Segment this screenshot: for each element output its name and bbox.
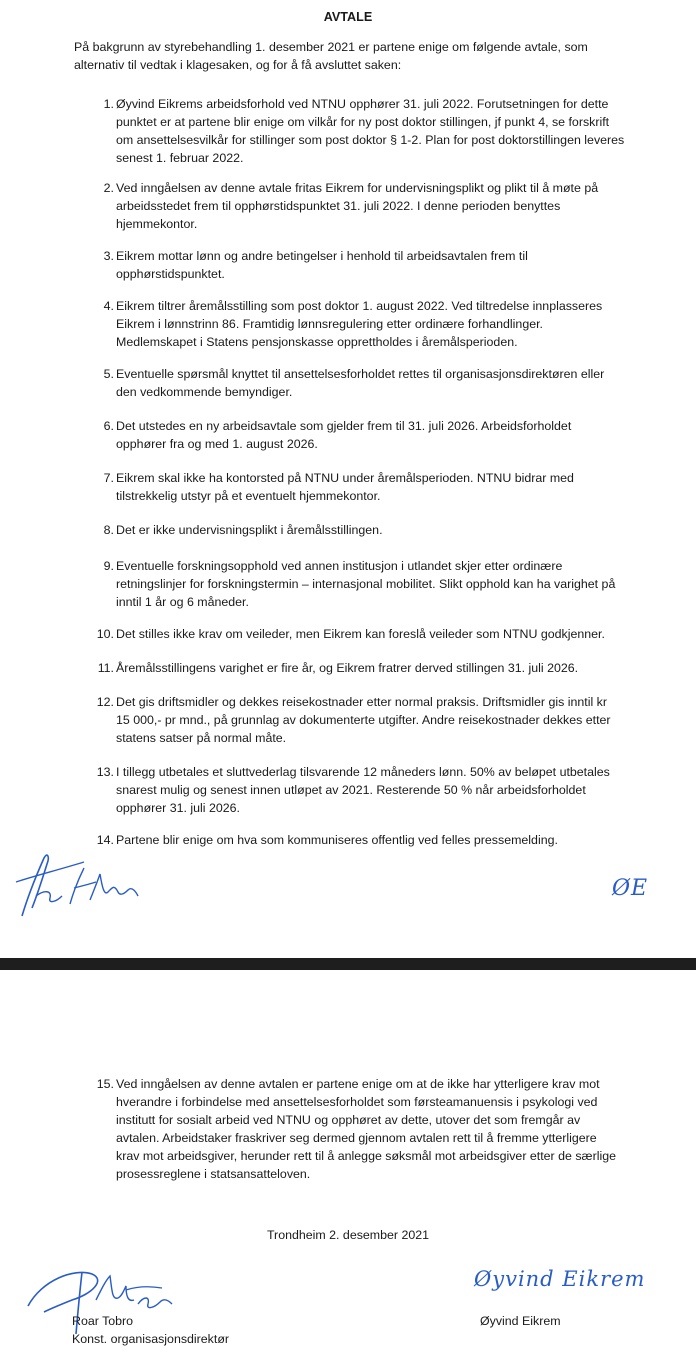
item-text: [116, 693, 656, 747]
item-text: [116, 521, 656, 539]
item-text-line: Ved inngåelsen av denne avtale fritas Eikrem for undervisningsplikt og plikt til å møte på: [116, 181, 599, 195]
item-text: [116, 179, 656, 233]
item-text-line: Det gis driftsmidler og dekkes reisekostnader etter normal praksis. Driftsmidler gis inntil kr: [116, 695, 607, 709]
item-text-line: hjemmekontor.: [116, 217, 198, 231]
item-text-line: hverandre i forbindelse med ansettelsesforholdet som førsteamanuensis i psykologi ved: [116, 1095, 598, 1109]
item-text-line: om ansettelsesvilkår for stillinger som post doktor § 1-2. Plan for post doktorstillingen leveres: [116, 133, 625, 147]
item-text-line: institutt for sosialt arbeid ved NTNU og opphøret av dette, utover det som fremgår av: [116, 1113, 581, 1127]
item-text-line: Øyvind Eikrems arbeidsforhold ved NTNU opphører 31. juli 2022. Forutsetningen for dette: [116, 97, 609, 111]
item-text-line: I tillegg utbetales et sluttvederlag tilsvarende 12 måneders lønn. 50% av beløpet utbetales: [116, 765, 610, 779]
item-number: 2.: [103, 181, 114, 195]
item-text-line: Det er ikke undervisningsplikt i åremålsstillingen.: [116, 523, 383, 537]
document-title: AVTALE: [323, 10, 373, 24]
item-text-line: Eikrem i lønnstrinn 86. Framtidig lønnsregulering etter ordinære forhandlinger.: [116, 317, 543, 331]
item-text-line: prosessreglene i statsansatteloven.: [116, 1167, 311, 1181]
item-text-line: Eventuelle spørsmål knyttet til ansettelsesforholdet rettes til organisasjonsdirektøren eller: [116, 367, 605, 381]
item-text-line: statens satser på normal måte.: [116, 731, 287, 745]
item-text-line: den vedkommende bemyndiger.: [116, 385, 293, 399]
item-text-line: Medlemskapet i Statens pensjonskasse opprettholdes i åremålsperioden.: [116, 335, 518, 349]
item-number: 11.: [97, 661, 114, 675]
item-number: 6.: [103, 419, 114, 433]
item-number: 3.: [103, 249, 114, 263]
item-number: 7.: [103, 471, 114, 485]
item-text-line: Eventuelle forskningsopphold ved annen institusjon i utlandet skjer etter ordinære: [116, 559, 563, 573]
item-text-line: Partene blir enige om hva som kommuniseres offentlig ved felles pressemelding.: [116, 833, 558, 847]
signer-left-name: Roar Tobro: [72, 1314, 134, 1328]
intro-paragraph: På bakgrunn av styrebehandling 1. desember 2021 er partene enige om følgende avtale, som alternativ til vedtak i klagesaken, og for å få avsluttet saken:: [74, 40, 588, 72]
item-text-line: opphører fra og med 1. august 2026.: [116, 437, 318, 451]
item-text-line: Eikrem skal ikke ha kontorsted på NTNU under åremålsperioden. NTNU bidrar med: [116, 471, 574, 485]
item-number: 4.: [103, 299, 114, 313]
item-number: 15.: [96, 1077, 114, 1091]
item-number: 5.: [103, 367, 114, 381]
item-text-line: punktet er at partene blir enige om vilkår for ny post doktor stillingen, jf punkt 4, se forskrift: [116, 115, 610, 129]
agreement-page-2: [0, 970, 696, 1361]
item-number: 9.: [103, 559, 114, 573]
item-text-line: Det stilles ikke krav om veileder, men Eikrem kan foreslå veileder som NTNU godkjenner.: [116, 627, 605, 641]
item-text: [116, 95, 656, 167]
item-text: [116, 297, 656, 351]
signature-left-initials: [14, 846, 144, 926]
item-text-line: 15 000,- pr mnd., på grunnlag av dokumenterte utgifter. Andre reisekostnader dekkes etter: [116, 713, 611, 727]
item-text: [116, 557, 656, 611]
item-text-line: opphørstidspunktet.: [116, 267, 225, 281]
item-number: 10.: [96, 627, 114, 641]
signature-right-initials: ØE: [612, 876, 649, 901]
item-text-line: opphører 31. juli 2026.: [116, 801, 240, 815]
item-text-line: Åremålsstillingens varighet er fire år, og Eikrem fratrer derved stillingen 31. juli 2026.: [116, 661, 579, 675]
signature-right: Øyvind Eikrem: [474, 1267, 646, 1291]
item-text: [116, 1075, 656, 1183]
item-text: [116, 831, 656, 849]
item-text-line: krav mot arbeidsgiver, herunder rett til å anlegge søksmål mot arbeidsgiver etter de særlige: [116, 1149, 616, 1163]
item-text-line: tilstrekkelig utstyr på et eventuelt hjemmekontor.: [116, 489, 381, 503]
item-text: [116, 469, 656, 505]
item-text-line: arbeidsstedet frem til opphørstidspunktet 31. juli 2022. I denne perioden benyttes: [116, 199, 561, 213]
signer-left-title: Konst. organisasjonsdirektør: [72, 1332, 230, 1346]
item-text: [116, 417, 656, 453]
item-text: [116, 625, 656, 643]
item-text-line: Eikrem tiltrer åremålsstilling som post doktor 1. august 2022. Ved tiltredelse innplasseres: [116, 299, 603, 313]
item-text-line: retningslinjer for forskningstermin – internasjonal mobilitet. Slikt opphold kan ha varighet på: [116, 577, 616, 591]
item-text-line: Det utstedes en ny arbeidsavtale som gjelder frem til 31. juli 2026. Arbeidsforholdet: [116, 419, 572, 433]
item-number: 12.: [96, 695, 114, 709]
item-text: [116, 247, 656, 283]
item-text-line: senest 1. februar 2022.: [116, 151, 244, 165]
item-number: 14.: [96, 833, 114, 847]
item-text: [116, 365, 656, 401]
item-text-line: Ved inngåelsen av denne avtalen er partene enige om at de ikke har ytterligere krav mot: [116, 1077, 600, 1091]
item-text-line: inntil 1 år og 6 måneder.: [116, 595, 249, 609]
place-date: Trondheim 2. desember 2021: [266, 1228, 430, 1242]
item-text: [116, 763, 656, 817]
item-number: 8.: [103, 523, 114, 537]
item-text-line: Eikrem mottar lønn og andre betingelser i henhold til arbeidsavtalen frem til: [116, 249, 528, 263]
item-text-line: snarest mulig og senest innen utløpet av 2021. Resterende 50 % når arbeidsforholdet: [116, 783, 586, 797]
item-text-line: avtalen. Arbeidstaker fraskriver seg dermed gjennom avtalen rett til å fremme ytterligere: [116, 1131, 597, 1145]
item-number: 13.: [96, 765, 114, 779]
item-text: [116, 659, 656, 677]
signer-right-name: Øyvind Eikrem: [480, 1314, 561, 1328]
item-number: 1.: [103, 97, 114, 111]
page-divider: [0, 958, 696, 970]
